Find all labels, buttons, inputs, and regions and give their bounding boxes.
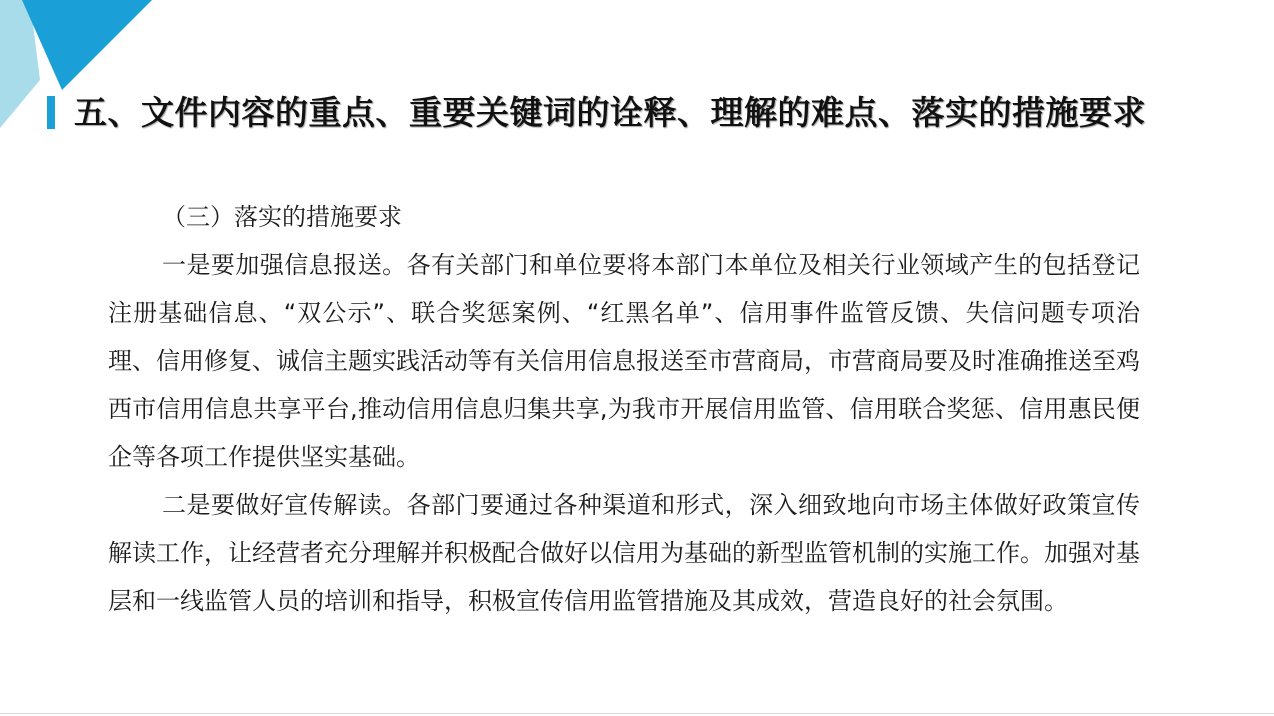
slide-title: 五、文件内容的重点、重要关键词的诠释、理解的难点、落实的措施要求 (74, 93, 1146, 132)
title-accent-bar (47, 96, 55, 129)
paragraph-2: 二是要做好宣传解读。各部门要通过各种渠道和形式，深入细致地向市场主体做好政策宣传解读工作，让经营者充分理解并积极配合做好以信用为基础的新型监管机制的实施工作。加强对基层和一线监管人员的培训和指导，积极宣传信用监管措施及其成效，营造良好的社会氛围。 (108, 491, 1140, 615)
corner-triangle-dark (22, 0, 152, 90)
paragraph-1: 一是要加强信息报送。各有关部门和单位要将本部门本单位及相关行业领域产生的包括登记注册基础信息、“双公示”、联合奖惩案例、“红黑名单”、信用事件监管反馈、失信问题专项治理、信用修复、诚信主题实践活动等有关信用信息报送至市营商局，市营商局要及时准确推送至鸡西市信用信息共享平台,推动信用信息归集共享,为我市开展信用监管、信用联合奖惩、信用惠民便企等各项工作提供坚实基础。 (108, 251, 1140, 471)
bottom-divider (0, 713, 1274, 714)
section-subheading: （三）落实的措施要求 (162, 203, 402, 231)
slide-body (108, 193, 1140, 625)
